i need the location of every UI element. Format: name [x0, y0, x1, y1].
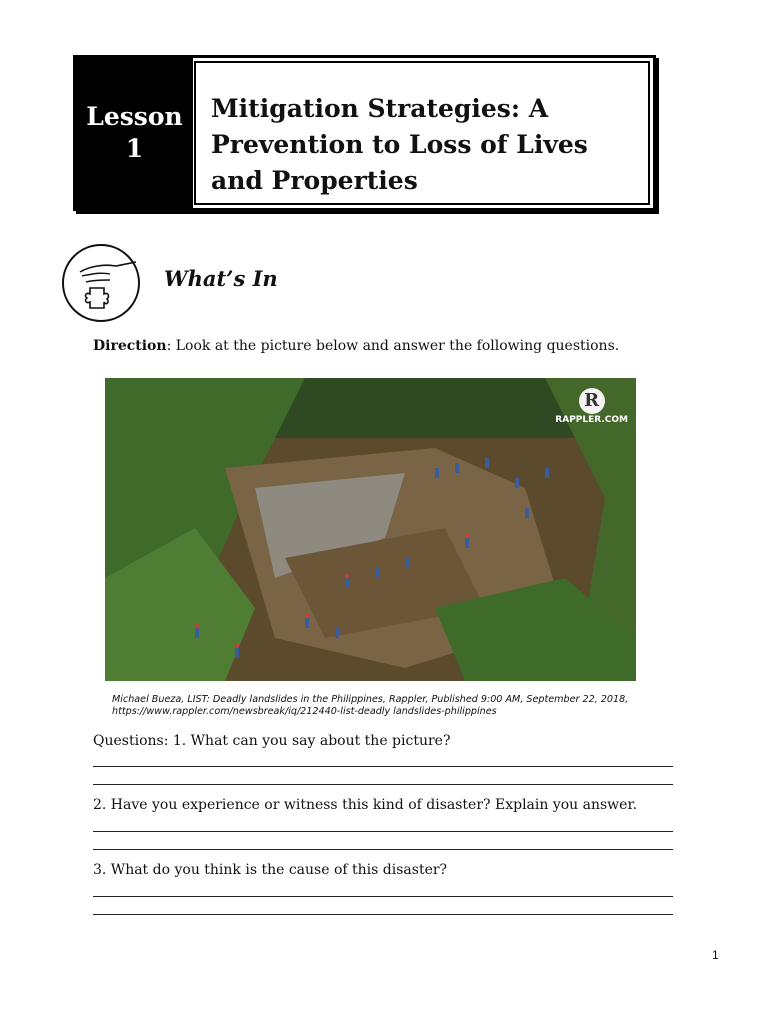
hand-puzzle-piece-icon	[60, 242, 142, 324]
photo-caption: Michael Bueza, LIST: Deadly landslides in the Philippines, Rappler, Published 9:00 AM, September 22, 2018, https://www.rappler.com/newsbreak/iq/212440-list-deadly landslides-philippines	[112, 694, 629, 717]
lesson-title: Mitigation Strategies: A Prevention to Loss of Lives and Properties	[194, 61, 650, 205]
question-3: 3. What do you think is the cause of this disaster?	[93, 862, 448, 878]
lesson-number-box	[76, 58, 193, 208]
direction-body: : Look at the picture below and answer the following questions.	[166, 338, 620, 354]
lesson-label: Lesson	[86, 102, 183, 131]
answer-line[interactable]	[93, 849, 673, 850]
page-number: 1	[712, 948, 719, 962]
rappler-watermark	[555, 388, 628, 426]
question-1: Questions: 1. What can you say about the picture?	[93, 733, 451, 749]
rappler-logo-icon: R	[579, 388, 605, 414]
lesson-number: 1	[125, 134, 144, 163]
question-2: 2. Have you experience or witness this kind of disaster? Explain you answer.	[93, 797, 638, 813]
lesson-banner	[73, 55, 656, 211]
landslide-photo	[105, 378, 636, 681]
section-title: What’s In	[164, 266, 278, 291]
answer-line[interactable]	[93, 766, 673, 767]
direction-text	[93, 338, 619, 354]
answer-line[interactable]	[93, 896, 673, 897]
answer-line[interactable]	[93, 784, 673, 785]
answer-line[interactable]	[93, 831, 673, 832]
answer-line[interactable]	[93, 914, 673, 915]
watermark-text: RAPPLER.COM	[555, 415, 628, 425]
direction-label: Direction	[93, 338, 167, 354]
